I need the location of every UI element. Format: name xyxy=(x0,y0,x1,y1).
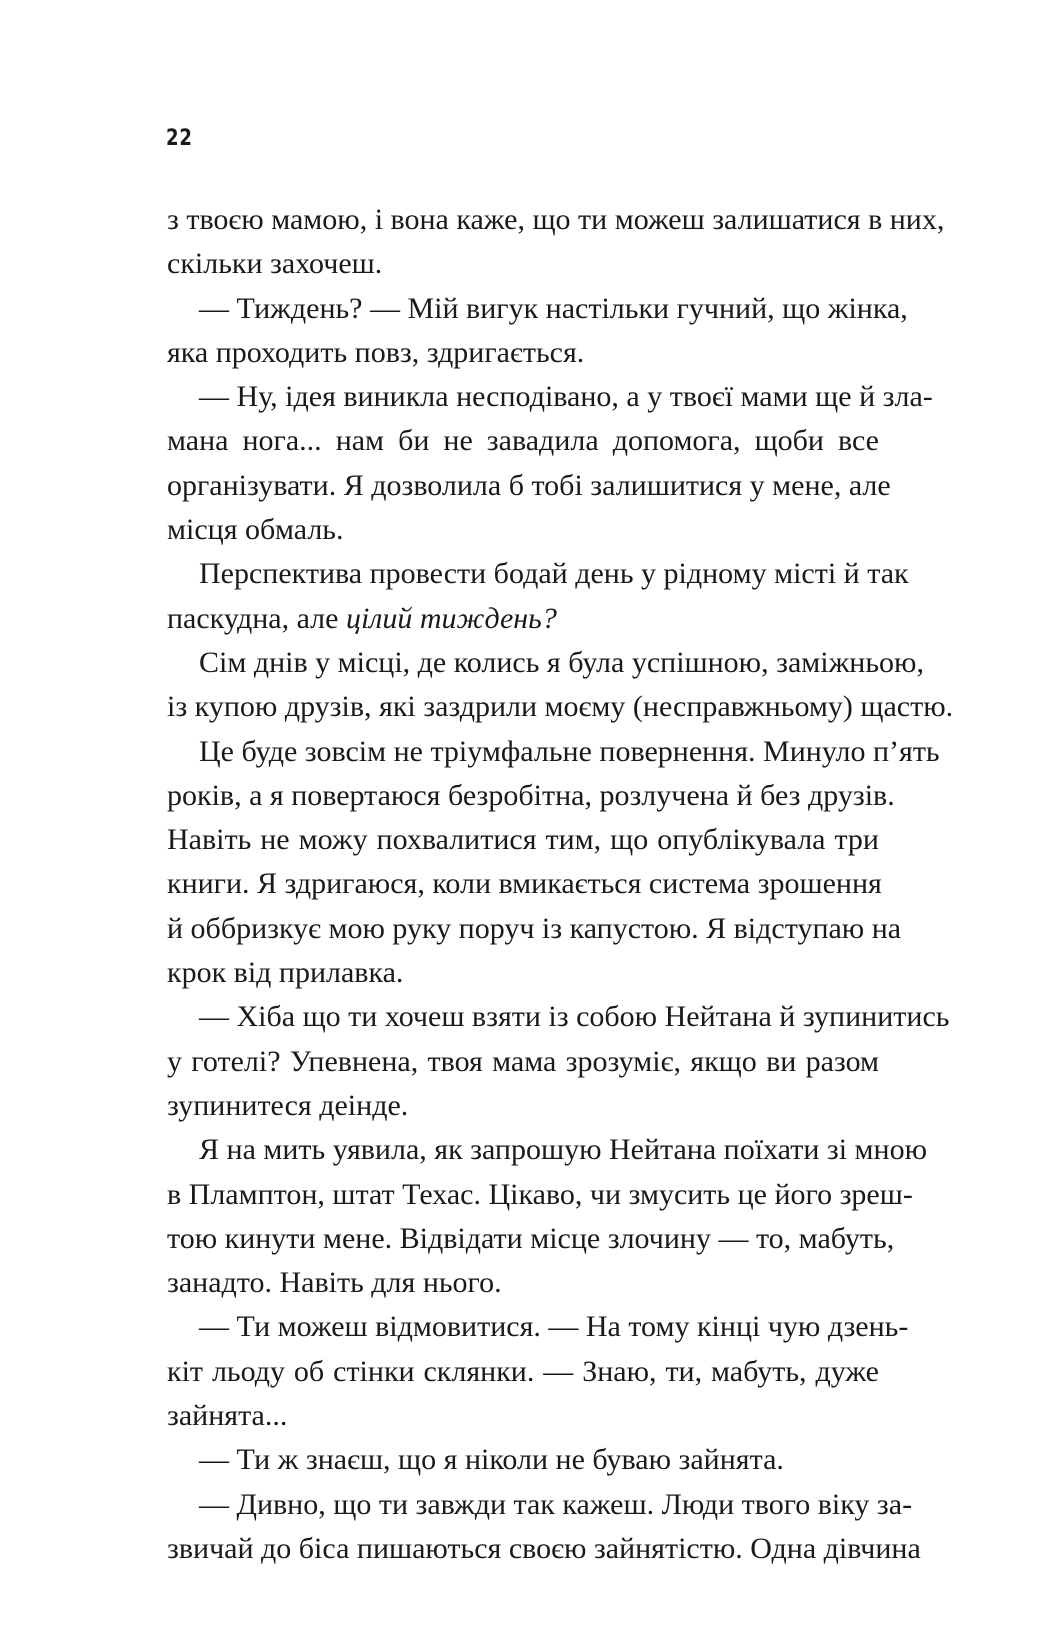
text-line-content: занадто. Навіть для нього. xyxy=(167,1266,502,1300)
text-line xyxy=(167,685,954,729)
text-line-content: — Ну, ідея виникла несподівано, а у твоєї мами ще й зла- xyxy=(199,380,933,414)
text-line-content: скільки захочеш. xyxy=(167,247,383,281)
text-line-content: з твоєю мамою, і вона каже, що ти можеш залишатися в них, xyxy=(167,203,945,236)
text-line-content: — Дивно, що ти завжди так кажеш. Люди твого віку за- xyxy=(199,1487,913,1521)
text-line-content: із купою друзів, які заздрили моєму (несправжньому) щастю. xyxy=(167,690,954,724)
text-line xyxy=(167,552,909,596)
text-line xyxy=(167,1438,879,1482)
text-line-content: — Ти ж знаєш, що я ніколи не буваю зайнята. xyxy=(199,1443,784,1477)
text-line-content: Навіть не можу похвалитися тим, що опублікувала три xyxy=(167,823,879,857)
text-line-content: мана нога... нам би не завадила допомога, щоби все xyxy=(167,424,879,458)
text-line xyxy=(167,1128,928,1172)
text-line-content: років, а я повертаюся безробітна, розлучена й без друзів. xyxy=(167,778,895,812)
text-line xyxy=(167,508,879,552)
text-line xyxy=(167,419,879,463)
text-line-content: яка проходить повз, здригається. xyxy=(167,335,585,369)
text-line xyxy=(167,907,902,951)
text-line-content: тою кинути мене. Відвідати місце злочину — то, мабуть, xyxy=(167,1221,895,1255)
text-line-content: — Хіба що ти хочеш взяти із собою Нейтана й зупинитись xyxy=(199,1000,950,1034)
text-line xyxy=(167,464,891,508)
text-line-content: Я на мить уявила, як запрошую Нейтана поїхати зі мною xyxy=(199,1133,928,1167)
text-line xyxy=(167,597,879,641)
page-number: 22 xyxy=(166,126,193,151)
text-line xyxy=(167,862,882,906)
text-line xyxy=(167,375,933,419)
text-line-content: звичай до біса пишаються своєю зайнятістю. Одна дівчина xyxy=(167,1531,921,1565)
text-line xyxy=(167,1261,879,1305)
text-line-content: паскудна, але xyxy=(167,601,346,635)
text-line-content: — Ти можеш відмовитися. — На тому кінці чую дзень- xyxy=(199,1310,909,1344)
text-line xyxy=(167,730,940,774)
text-line xyxy=(167,995,950,1039)
text-line xyxy=(167,287,908,331)
text-line-content: місця обмаль. xyxy=(167,513,344,547)
italic-emphasis: цілий тиждень? xyxy=(345,601,557,635)
text-line-content: — Тиждень? — Мій вигук настільки гучний, що жінка, xyxy=(199,291,908,325)
text-line-content: кіт льоду об стінки склянки. — Знаю, ти, мабуть, дуже xyxy=(167,1354,879,1388)
text-line-content: Сім днів у місці, де колись я була успішною, заміжньою, xyxy=(199,645,924,679)
text-line xyxy=(167,951,879,995)
text-line xyxy=(167,1350,879,1394)
text-line-content: крок від прилавка. xyxy=(167,956,404,990)
text-line xyxy=(167,1483,913,1527)
body-text xyxy=(167,198,954,1571)
text-line-content: в Пламптон, штат Техас. Цікаво, чи змусить це його зреш- xyxy=(167,1177,913,1211)
text-line xyxy=(167,1305,909,1349)
text-line xyxy=(167,1394,879,1438)
text-line xyxy=(167,1217,895,1261)
text-line-content: зайнята... xyxy=(167,1399,288,1433)
text-line xyxy=(167,1040,879,1084)
text-line xyxy=(167,1173,913,1217)
text-line xyxy=(167,198,945,242)
text-line-content: у готелі? Упевнена, твоя мама зрозуміє, якщо ви разом xyxy=(167,1044,879,1078)
text-line xyxy=(167,1084,879,1128)
text-line xyxy=(167,1527,921,1571)
text-line xyxy=(167,242,879,286)
text-line-content: організувати. Я дозволила б тобі залишитися у мене, але xyxy=(167,468,891,502)
text-line-content: Це буде зовсім не тріумфальне повернення. Минуло п’ять xyxy=(199,734,940,768)
text-line xyxy=(167,818,879,862)
text-line-content: зупинитеся деінде. xyxy=(167,1088,409,1122)
text-line-content: книги. Я здригаюся, коли вмикається система зрошення xyxy=(167,867,882,901)
text-line xyxy=(167,641,924,685)
text-line xyxy=(167,331,879,375)
text-line-content: й оббризкує мою руку поруч із капустою. Я відступаю на xyxy=(167,911,902,945)
text-line xyxy=(167,774,895,818)
text-line-content: Перспектива провести бодай день у рідному місті й так xyxy=(199,557,909,591)
